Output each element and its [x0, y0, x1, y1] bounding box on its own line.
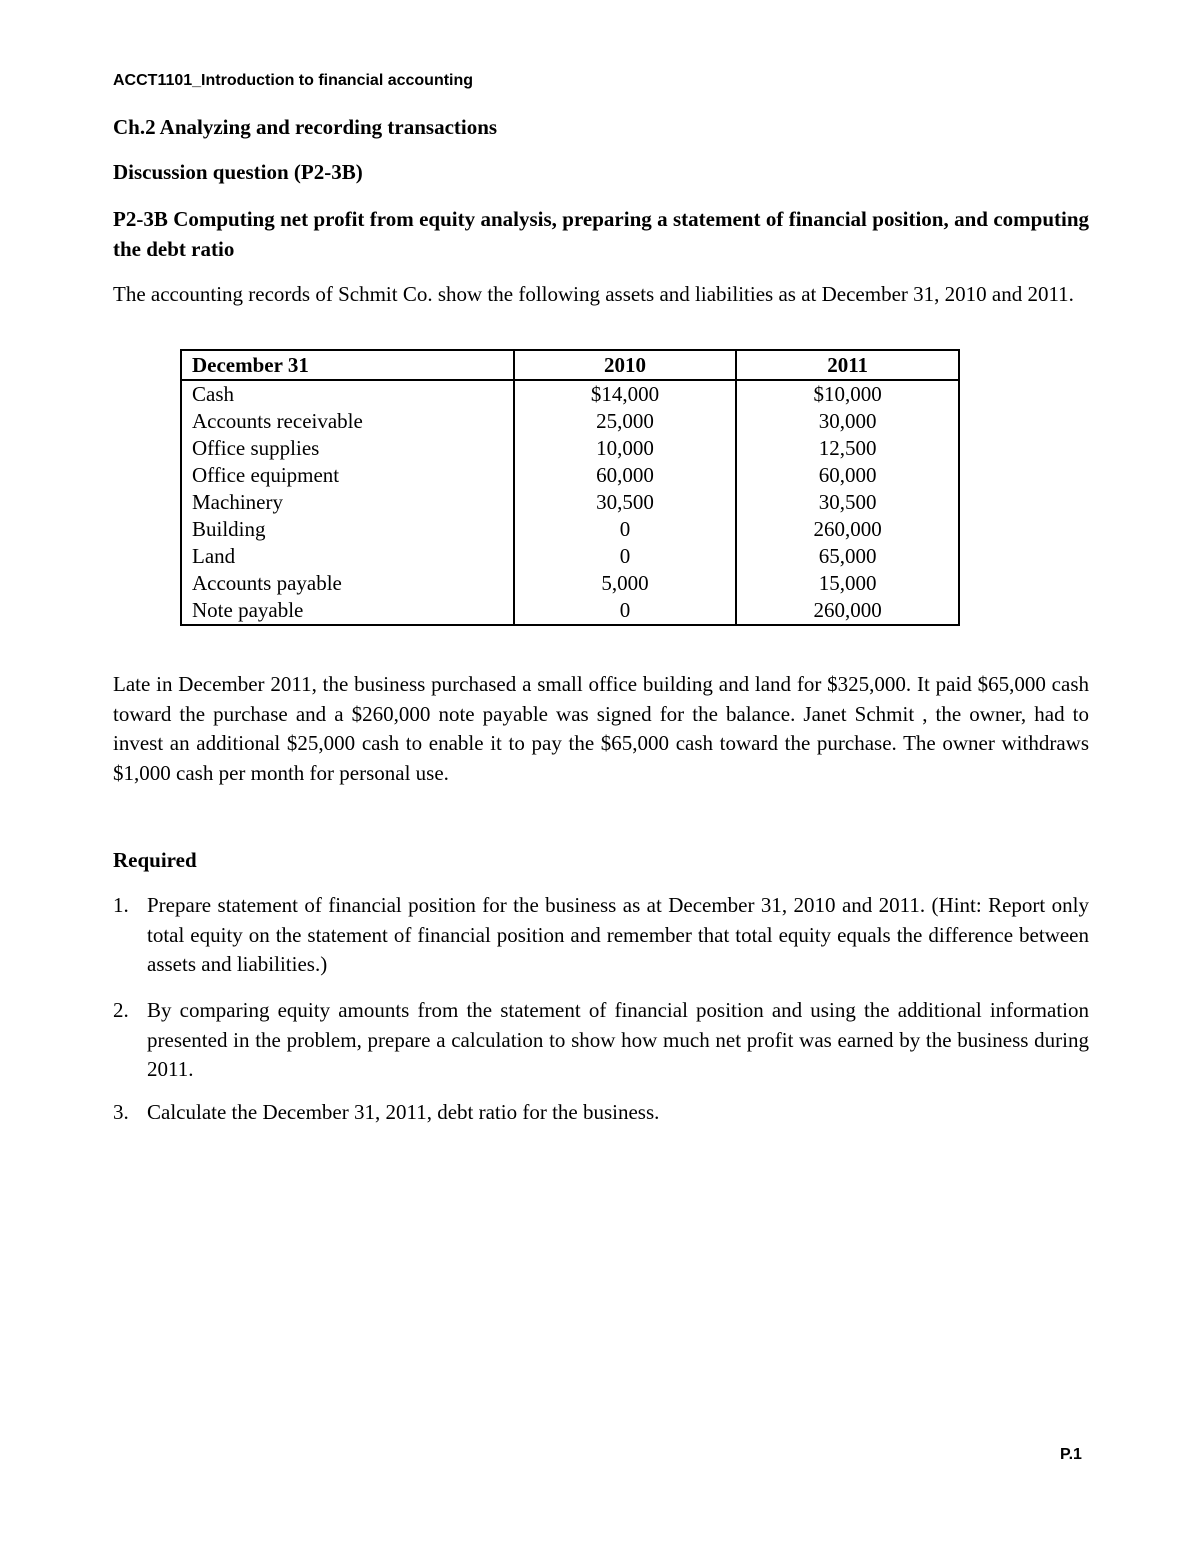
- required-item-text: By comparing equity amounts from the statement of financial position and using the additional information presented in the problem, prepare a calculation to show how much net profit was earned by the business during 2011.: [147, 998, 1089, 1081]
- header-2010: 2010: [514, 350, 737, 380]
- row-label: Accounts payable: [181, 570, 514, 597]
- table-row: [181, 543, 959, 570]
- value-2010: 60,000: [514, 462, 737, 489]
- required-item: [113, 891, 1089, 980]
- required-item-text: Calculate the December 31, 2011, debt ratio for the business.: [147, 1100, 660, 1124]
- value-2011: 30,000: [736, 408, 959, 435]
- row-label: Cash: [181, 380, 514, 408]
- value-2010: 10,000: [514, 435, 737, 462]
- row-label: Building: [181, 516, 514, 543]
- value-2011: 65,000: [736, 543, 959, 570]
- row-label: Office equipment: [181, 462, 514, 489]
- intro-paragraph: The accounting records of Schmit Co. show the following assets and liabilities as at December 31, 2010 and 2011.: [113, 282, 1074, 306]
- table-row: [181, 570, 959, 597]
- value-2011: $10,000: [736, 380, 959, 408]
- row-label: Accounts receivable: [181, 408, 514, 435]
- table-row: [181, 489, 959, 516]
- value-2010: 25,000: [514, 408, 737, 435]
- header-2011: 2011: [736, 350, 959, 380]
- table-row: [181, 435, 959, 462]
- value-2011: 12,500: [736, 435, 959, 462]
- value-2011: 15,000: [736, 570, 959, 597]
- problem-title: P2-3B Computing net profit from equity analysis, preparing a statement of financial position, and computing the debt ratio: [113, 207, 1089, 261]
- required-item-number: 3.: [113, 1100, 129, 1124]
- row-label: Office supplies: [181, 435, 514, 462]
- value-2011: 30,500: [736, 489, 959, 516]
- table-row: [181, 516, 959, 543]
- required-heading: Required: [113, 848, 197, 872]
- course-header: ACCT1101_Introduction to financial accounting: [113, 72, 474, 89]
- balances-table: [180, 349, 960, 626]
- page-number: P.1: [1060, 1446, 1082, 1463]
- header-december-31: December 31: [181, 350, 514, 380]
- table-row: [181, 380, 959, 408]
- table-header-row: [181, 350, 959, 380]
- value-2011: 60,000: [736, 462, 959, 489]
- required-item-text: Prepare statement of financial position for the business as at December 31, 2010 and 2011. (Hint: Report only total equity on the statement of financial position and remember that total equity equals the difference between assets and liabilities.): [147, 893, 1089, 976]
- value-2010: 5,000: [514, 570, 737, 597]
- value-2010: 30,500: [514, 489, 737, 516]
- value-2011: 260,000: [736, 597, 959, 625]
- discussion-title: Discussion question (P2-3B): [113, 160, 363, 184]
- row-label: Machinery: [181, 489, 514, 516]
- table-row: [181, 597, 959, 625]
- value-2011: 260,000: [736, 516, 959, 543]
- required-item: [113, 996, 1089, 1085]
- table-row: [181, 408, 959, 435]
- value-2010: 0: [514, 516, 737, 543]
- chapter-title: Ch.2 Analyzing and recording transactions: [113, 115, 498, 139]
- required-item-number: 2.: [113, 998, 129, 1022]
- required-item-number: 1.: [113, 893, 129, 917]
- value-2010: 0: [514, 597, 737, 625]
- value-2010: $14,000: [514, 380, 737, 408]
- row-label: Land: [181, 543, 514, 570]
- value-2010: 0: [514, 543, 737, 570]
- purchase-paragraph: Late in December 2011, the business purchased a small office building and land for $325,000. It paid $65,000 cash toward the purchase and a $260,000 note payable was signed for the balance. Janet Schmit , the owner, had to invest an additional $25,000 cash to enable it to pay the $65,000 cash toward the purchase. The owner withdraws $1,000 cash per month for personal use.: [113, 672, 1089, 785]
- row-label: Note payable: [181, 597, 514, 625]
- required-item: [113, 1098, 1089, 1128]
- table-row: [181, 462, 959, 489]
